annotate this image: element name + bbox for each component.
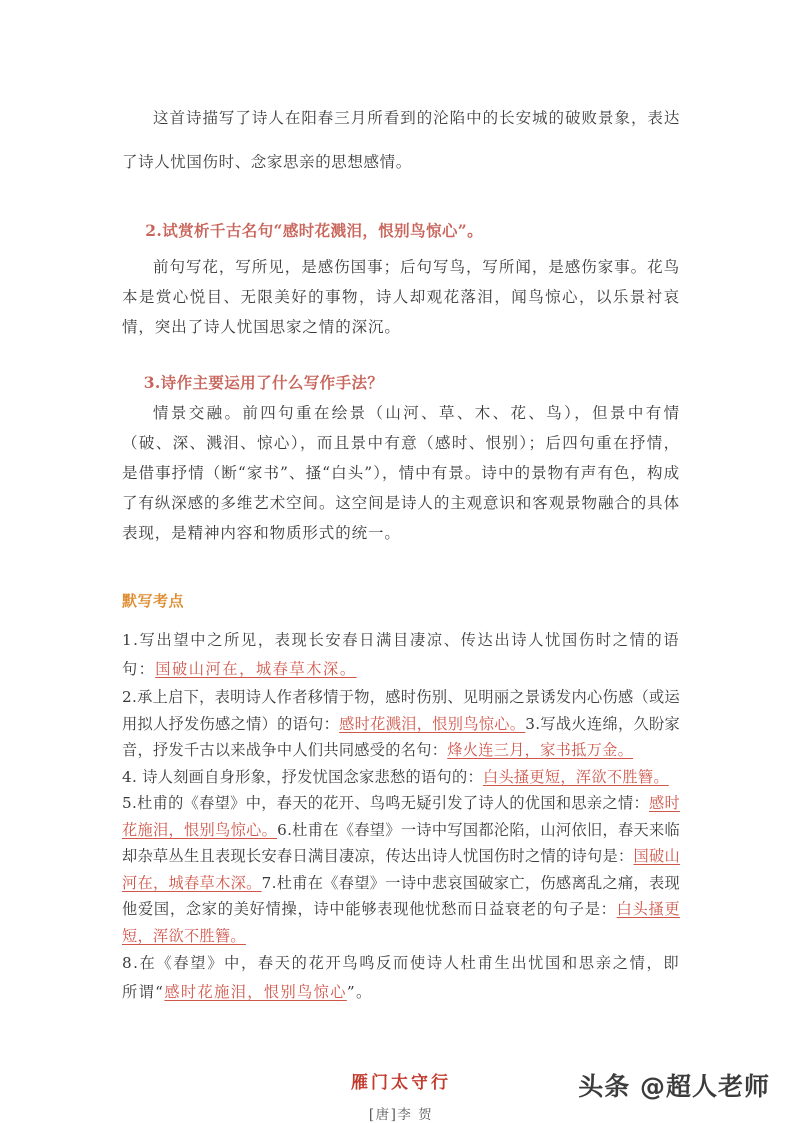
dictation-item-3-answer: 烽火连三月，家书抵万金。	[447, 741, 634, 759]
dictation-item-1	[122, 626, 680, 684]
question-heading-2: 2.试赏析千古名句“感时花溅泪，恨别鸟惊心”。	[145, 221, 483, 240]
poem-author: [唐]李 贺	[368, 1107, 434, 1123]
spacer	[122, 548, 680, 588]
poem-title: 雁门太守行	[351, 1073, 451, 1093]
spacer	[122, 342, 680, 368]
dictation-item-2-answer: 感时花溅泪，恨别鸟惊心。	[339, 714, 526, 733]
watermark-label: 头条 @超人老师	[578, 1072, 770, 1101]
spacer	[122, 614, 680, 626]
dictation-item-7-answer: 白头搔更短，浑欲不胜簪。	[122, 900, 680, 945]
dictation-item-8-lead: 8.在《春望》中，春天的花开鸟鸣反而使诗人杜甫生出忧国和思亲之情，即所谓“	[122, 954, 680, 1001]
dictation-item-4-lead: 4. 诗人刻画自身形象，抒发忧国念家悲愁的语句的：	[122, 767, 483, 786]
dictation-item-7-lead: 7.杜甫在《春望》一诗中悲哀国破家亡，伤感离乱之痛，表现他爱国，念家的美好情操，诗中能够表现他忧愁而日益衰老的句子是：	[122, 873, 681, 918]
dictation-item-6-answer: 国破山河在，城春草木深。	[122, 847, 680, 892]
spacer	[122, 1007, 680, 1069]
question-answer-3: 情景交融。前四句重在绘景（山河、草、木、花、鸟），但景中有情（破、深、溅泪、惊心），而且景中有意（感时、恨别）；后四句重在抒情，是借事抒情（断“家书”、搔“白头”），情中有景。诗中的景物有声有色，构成了有纵深感的多维艺术空间。这空间是诗人的主观意识和客观景物融合的具体表现，是精神内容和物质形式的统一。	[122, 404, 680, 542]
dictation-item-8-answer: 感时花施泪，恨别鸟惊心	[164, 983, 347, 1001]
dictation-item-3-lead: 3.写战火连绵，久盼家音，抒发千古以来战争中人们共同感受的名句：	[122, 714, 680, 759]
dictation-item-5-answer: 感时花施泪，恨别鸟惊心。	[122, 794, 680, 839]
intro-paragraph: 这首诗描写了诗人在阳春三月所看到的沦陷中的长安城的破败景象，表达了诗人忧国伤时、念家思亲的思想感情。	[122, 109, 680, 171]
dictation-section-heading: 默写考点	[122, 592, 185, 610]
dictation-item-8-trail: ”。	[346, 983, 373, 1001]
spacer	[122, 184, 680, 216]
dictation-item-6-lead: 6.杜甫在《春望》一诗中写国都沦陷，山河依旧，春天来临却杂草丛生且表现长安春日满目凄凉，传达出诗人忧国伤时之情的诗句是：	[122, 820, 681, 865]
dictation-list	[122, 626, 680, 1007]
dictation-item-2-lead: 2.承上启下，表明诗人作者移情于物，感时伤别、见明丽之景诱发内心伤感（或运用拟人抒发伤感之情）的语句：	[122, 688, 680, 733]
dictation-items-2-3-4-5-block	[122, 684, 680, 949]
document-content	[122, 96, 680, 1123]
dictation-item-5-lead: 5.杜甫的《春望》中，春天的花开、鸟鸣无疑引发了诗人的优国和思亲之情：	[122, 794, 649, 812]
dictation-item-4-answer: 白头搔更短，浑欲不胜簪。	[482, 767, 669, 786]
dictation-item-1-lead: 1.写出望中之所见，表现长安春日满目凄凉、传达出诗人忧国伤时之情的语句：	[122, 631, 680, 678]
dictation-item-8	[122, 949, 680, 1007]
dictation-item-1-answer: 国破山河在，城春草木深。	[155, 660, 357, 678]
question-answer-2: 前句写花，写所见，是感伤国事；后句写鸟，写所闻，是感伤家事。花鸟本是赏心悦目、无限美好的事物，诗人却观花落泪，闻鸟惊心，以乐景衬哀情，突出了诗人忧国思家之情的深沉。	[122, 258, 680, 336]
question-heading-3: 3.诗作主要运用了什么写作手法？	[143, 373, 384, 392]
